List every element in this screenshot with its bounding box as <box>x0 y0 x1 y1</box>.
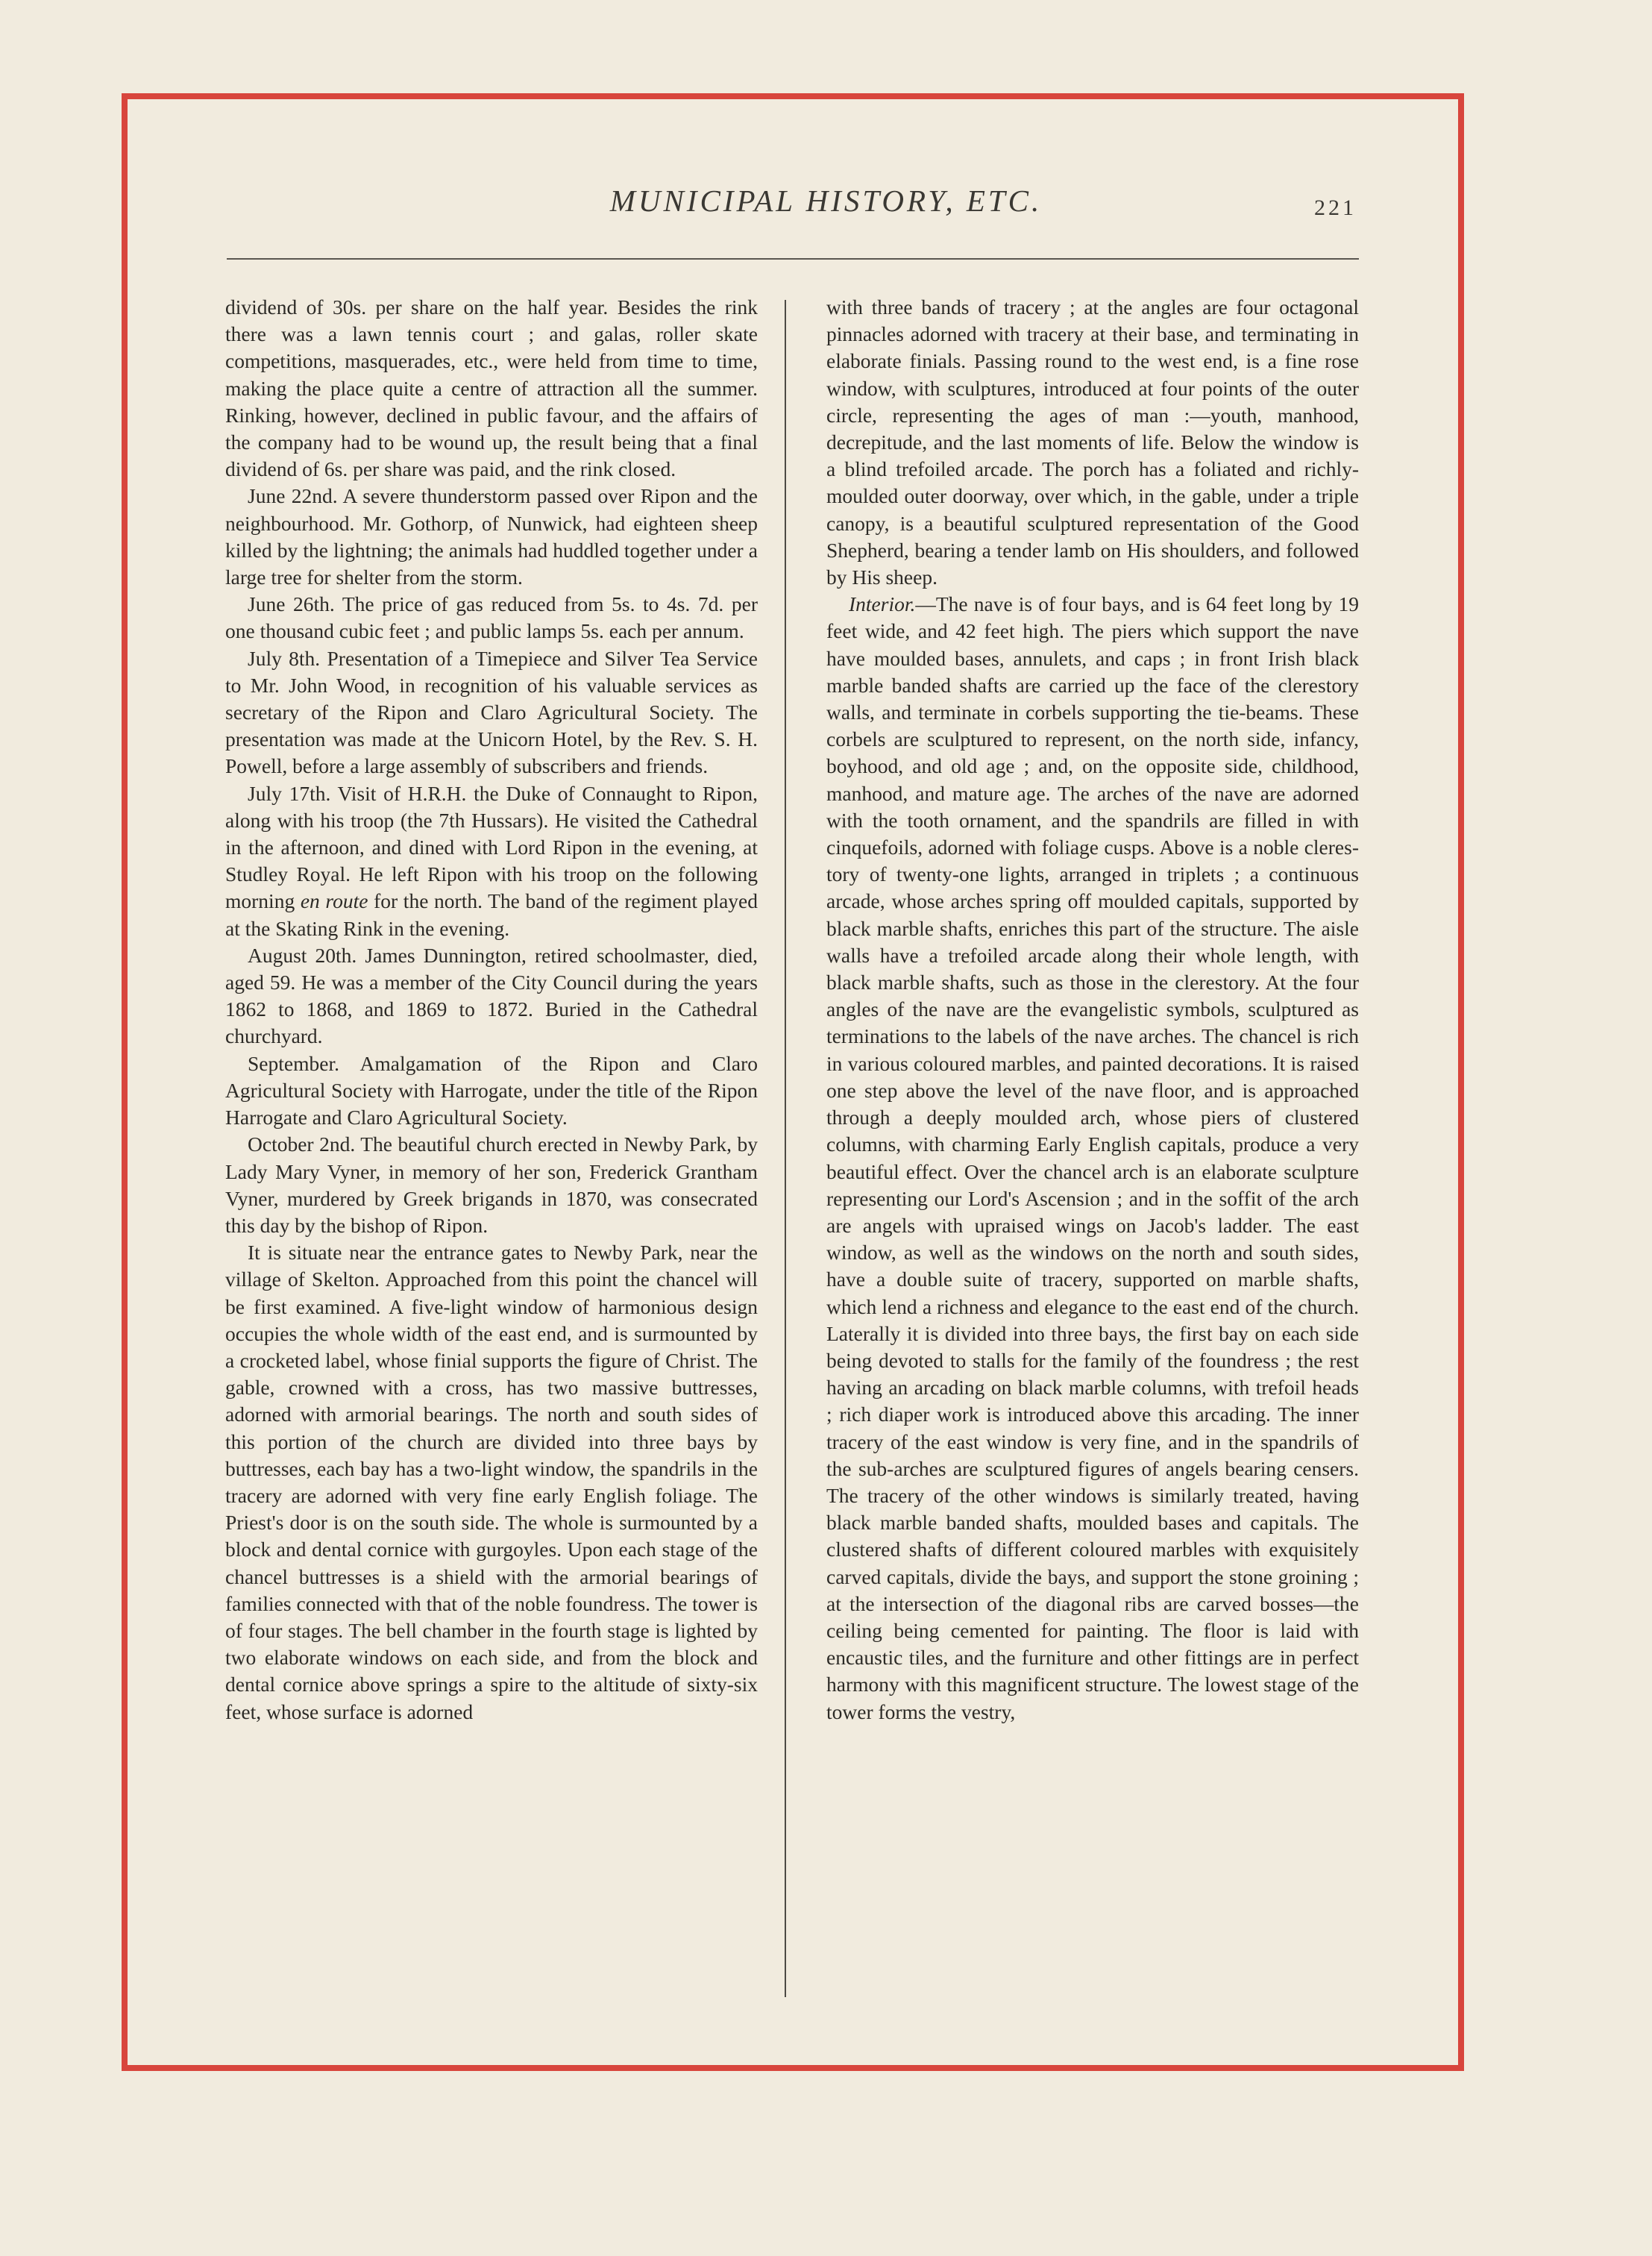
interior-heading: Interior. <box>849 592 916 616</box>
paragraph-july-17 <box>225 780 758 942</box>
right-column <box>826 294 1359 2002</box>
paragraph-exterior-continued: with three bands of tracery ; at the angles are four octagonal pinnacles adorned with tracery at their base, and terminating in elaborate finials. Passing round to the west end, is a fine rose window, with sculptures, introduced at four points of the outer circle, representing the ages of man :—youth, manhood, decrepitude, and the last moments of life. Below the window is a blind trefoiled arcade. The porch has a foliated and richly-moulded outer doorway, over which, in the gable, under a triple canopy, is a beautiful sculptured representation of the Good Shepherd, bearing a tender lamb on His shoulders, and followed by His sheep. <box>826 295 1359 589</box>
en-route-italic: en route <box>300 889 368 913</box>
interior-text: —The nave is of four bays, and is 64 feet long by 19 feet wide, and 42 feet high. The piers which support the nave have moulded bases, annulets, and caps ; in front Irish black marble banded shafts are carried up the face of the clerestory walls, and terminate in corbels supporting the tie-beams. These corbels are sculptured to represent, on the north side, infancy, boyhood, and old age ; and, on the opposite side, childhood, manhood, and mature age. The arches of the nave are adorned with the tooth ornament, and the spandrils are filled in with cinquefoils, adorned with foliage cusps. Above is a noble clerestory of twenty-one lights, arranged in triplets ; a continuous arcade, whose arches spring off moulded capitals, supported by black marble shafts, enriches this part of the structure. The aisle walls have a trefoiled arcade along their whole length, with black marble shafts, such as those in the clerestory. At the four angles of the nave are the evangelistic symbols, sculptured as terminations to the labels of the nave arches. The chancel is rich in various coloured marbles, and painted decorations. It is raised one step above the level of the nave floor, and is approached through a deeply moulded arch, whose piers of clustered columns, with charming Early English capitals, produce a very beautiful effect. Over the chancel arch is an elaborate sculpture representing our Lord's Ascension ; and in the soffit of the arch are angels with upraised wings on Jacob's ladder. The east window, as well as the windows on the north and south sides, have a double suite of tracery, supported on marble shafts, which lend a richness and elegance to the east end of the church. Laterally it is divided into three bays, the first bay on each side being devoted to stalls for the family of the foundress ; the rest having an arcading on black marble columns, with trefoil heads ; rich diaper work is introduced above this arcading. The inner tracery of the east window is very fine, and in the spandrils of the sub-arches are sculptured figures of angels bearing censers. The tracery of the other windows is similarly treated, having black marble banded shafts, moulded bases and capitals. The clustered shafts of different coloured marbles with exquisitely carved capitals, divide the bays, and support the stone groining ; at the intersection of the diagonal ribs are carved bosses—the ceiling being cemented for painting. The floor is laid with encaustic tiles, and the furniture and other fittings are in perfect harmony with this magnificent structure. The lowest stage of the tower forms the vestry, <box>826 592 1359 1723</box>
paragraph-july-8: July 8th. Presentation of a Timepiece and Silver Tea Service to Mr. John Wood, in recognition of his valuable services as secretary of the Ripon and Claro Agricultural Society. The presentation was made at the Unicorn Hotel, by the Rev. S. H. Powell, before a large assembly of subscribers and friends. <box>225 646 758 778</box>
left-column <box>225 294 758 2002</box>
paragraph-dividend: dividend of 30s. per share on the half year. Besides the rink there was a lawn tennis court ; and galas, roller skate competitions, masquerades, etc., were held from time to time, making the place quite a centre of attraction all the summer. Rinking, however, declined in public favour, and the affairs of the company had to be wound up, the result being that a final dividend of 6s. per share was paid, and the rink closed. <box>225 295 758 481</box>
paragraph-june-22: June 22nd. A severe thunderstorm passed over Ripon and the neighbourhood. Mr. Gothorp, of Nunwick, had eighteen sheep killed by the lightning; the animals had huddled together under a large tree for shelter from the storm. <box>225 484 758 589</box>
column-divider <box>785 300 786 1997</box>
paragraph-october-2: October 2nd. The beautiful church erected in Newby Park, by Lady Mary Vyner, in memory of her son, Frederick Grantham Vyner, murdered by Greek brigands in 1870, was consecrated this day by the bishop of Ripon. <box>225 1132 758 1237</box>
july-17-text-a: July 17th. Visit of H.R.H. the Duke of Connaught to Ripon, along with his troop (the 7th Hussars). He visited the Cathedral in the afternoon, and dined with Lord Ripon in the evening, at Studley Royal. He left Ripon with his troop on the following morning <box>225 781 758 913</box>
paragraph-september: September. Amalgamation of the Ripon and Claro Agricultural Society with Harrogate, under the title of the Ripon Harrogate and Claro Agricultural Society. <box>225 1051 758 1129</box>
july-17-text-b: for the north. The band of the regiment played at the Skating Rink in the evening. <box>225 889 758 940</box>
header-rule <box>227 258 1359 260</box>
paragraph-church-description: It is situate near the entrance gates to Newby Park, near the village of Skelton. Approached from this point the chancel will be first examined. A five-light window of harmonious design occupies the whole width of the east end, and is surmounted by a crocketed label, whose finial supports the figure of Christ. The gable, crowned with a cross, has two massive buttresses, adorned with armorial bearings. The north and south sides of this portion of the church are divided into three bays by buttresses, each bay has a two-light window, the spandrils in the tracery are adorned with very fine early English foliage. The Priest's door is on the south side. The whole is surmounted by a block and dental cornice with gurgoyles. Upon each stage of the chancel buttresses is a shield with the armorial bearings of families connected with that of the noble foundress. The tower is of four stages. The bell chamber in the fourth stage is lighted by two elaborate windows on each side, and from the block and dental cornice above springs a spire to the altitude of sixty-six feet, whose surface is adorned <box>225 1241 758 1723</box>
paragraph-august-20: August 20th. James Dunnington, retired schoolmaster, died, aged 59. He was a member of the City Council during the years 1862 to 1868, and 1869 to 1872. Buried in the Cathedral churchyard. <box>225 943 758 1048</box>
page-number: 221 <box>1314 195 1357 220</box>
running-title: MUNICIPAL HISTORY, ETC. <box>609 184 1043 218</box>
paragraph-june-26: June 26th. The price of gas reduced from 5s. to 4s. 7d. per one thousand cubic feet ; and public lamps 5s. each per annum. <box>225 592 758 643</box>
paragraph-interior <box>826 591 1359 1726</box>
